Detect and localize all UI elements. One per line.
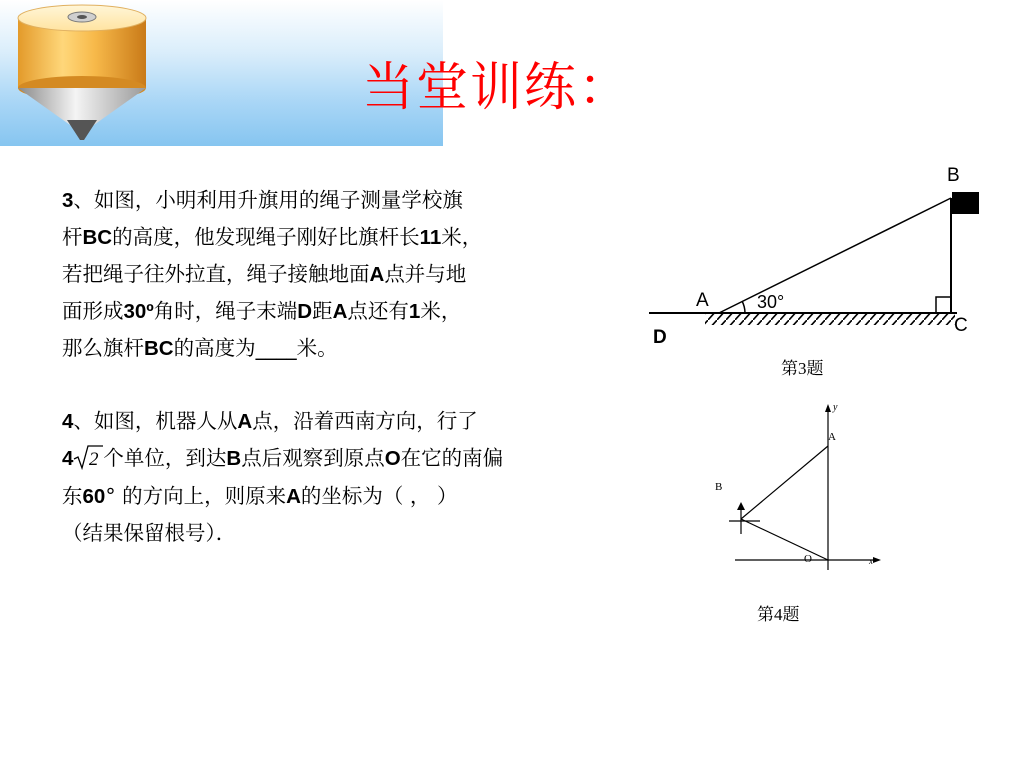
text-line: [62, 182, 622, 219]
radicand: 2: [89, 449, 99, 470]
point-a-label: A: [696, 290, 709, 311]
figure-4-caption: 第4题: [757, 605, 800, 624]
text-line: [62, 403, 622, 440]
text-run: 点还有: [347, 299, 409, 323]
text-run: 若把绳子往外拉直，绳子接触地面: [62, 262, 370, 286]
bold-term: A: [332, 300, 348, 323]
problem-4-text: [62, 403, 622, 552]
segment-ab: [741, 446, 828, 519]
bold-term: A: [286, 485, 301, 508]
bold-term: 3: [62, 189, 74, 212]
text-run: 东: [62, 484, 83, 508]
text-run: 个单位，到达: [103, 446, 227, 470]
text-run: 米，: [441, 225, 483, 249]
radical-sign-icon: [73, 444, 103, 470]
rope-ab: [719, 198, 951, 313]
problem-3-text: [62, 182, 622, 367]
x-axis-label: x: [869, 556, 873, 566]
origin-label: O: [804, 553, 812, 565]
bold-term: BC: [82, 226, 113, 249]
slide-title: 当堂训练：: [362, 58, 633, 118]
right-angle-mark: [936, 297, 951, 313]
text-run: （结果保留根号）．: [62, 521, 237, 545]
bold-term: 30º: [123, 300, 154, 323]
bold-term: BC: [144, 337, 174, 360]
bold-term: D: [297, 300, 313, 323]
text-run: 点，沿着西南方向，行了: [252, 409, 478, 433]
text-run: 的高度为: [173, 336, 256, 360]
text-run: 距: [312, 299, 333, 323]
figure-4-coordinate-diagram: [705, 398, 890, 578]
text-run: 、如图，机器人从: [73, 409, 238, 433]
ground-hatching: [705, 314, 955, 325]
bold-term: O: [384, 447, 401, 470]
bold-term: B: [226, 447, 242, 470]
point-c-label: C: [954, 315, 968, 336]
text-run: 的高度，他发现绳子刚好比旗杆长: [112, 225, 420, 249]
text-line: [62, 478, 622, 515]
text-run: 米，: [420, 299, 462, 323]
text-run: 角时，绳子末端: [153, 299, 298, 323]
flag: [952, 192, 979, 214]
text-run: ° 的方向上，则原来: [105, 484, 287, 508]
text-run: 那么旗杆: [62, 336, 144, 360]
text-run: 面形成: [62, 299, 124, 323]
text-run: 点后观察到原点: [241, 446, 385, 470]
bold-term: 1: [408, 300, 421, 323]
text-run: 的坐标为（ ， ）: [300, 484, 458, 508]
figure-3-caption: 第3题: [781, 359, 824, 378]
text-line: [62, 219, 622, 256]
text-run: 米。: [296, 336, 338, 360]
y-axis-label: y: [833, 402, 838, 413]
text-run: 在它的南偏: [400, 446, 504, 470]
point-b-label: B: [715, 481, 723, 493]
text-line: [62, 256, 622, 293]
text-line: [62, 440, 622, 478]
x-axis-arrow: [873, 557, 881, 563]
pencil-logo-icon: [12, 4, 152, 146]
y-axis-arrow: [825, 404, 831, 412]
angle-arc: [742, 301, 745, 313]
bold-term: A: [237, 410, 253, 433]
text-run: ____: [255, 336, 297, 360]
bold-term: 4: [62, 410, 74, 433]
text-run: 点并与地: [384, 262, 467, 286]
angle-label: 30°: [757, 292, 785, 312]
point-a-label: A: [828, 431, 836, 443]
square-root: [73, 441, 103, 478]
text-run: 、如图，小明利用升旗用的绳子测量学校旗: [73, 188, 463, 212]
figure-3-flagpole-diagram: [645, 160, 995, 355]
text-line: [62, 330, 622, 367]
point-b-label: B: [947, 165, 960, 186]
text-line: [62, 515, 622, 552]
segment-bo: [741, 519, 828, 560]
bold-term: A: [369, 263, 385, 286]
point-d-label: D: [653, 327, 667, 348]
bold-term: 60: [82, 485, 106, 508]
text-line: [62, 293, 622, 330]
bold-term: 11: [419, 226, 442, 249]
bold-term: 4: [62, 447, 74, 470]
text-run: 杆: [62, 225, 83, 249]
